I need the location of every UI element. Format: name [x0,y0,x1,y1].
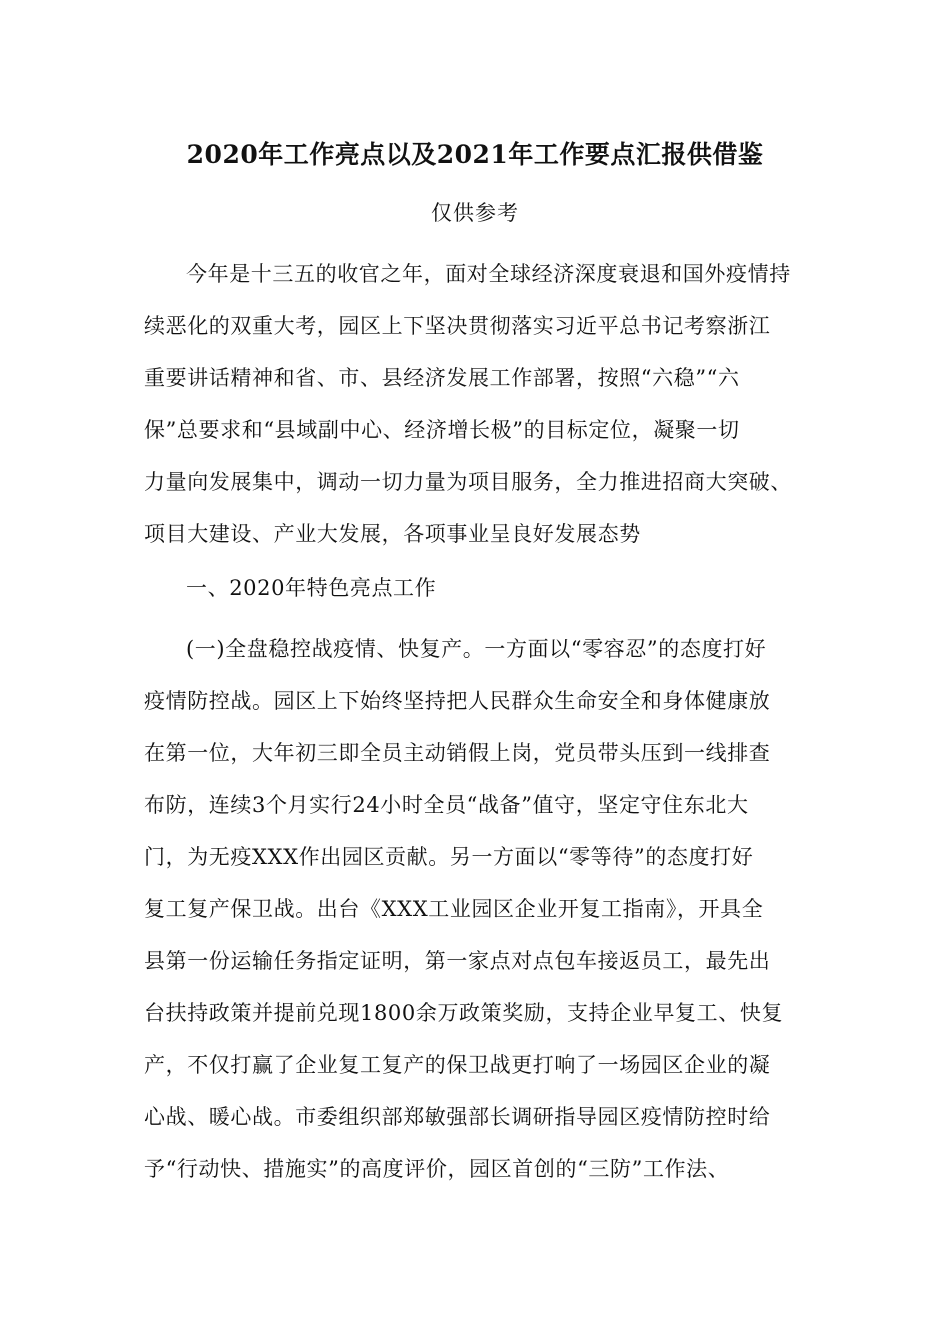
paragraph-line: 予“行动快、措施实”的高度评价，园区首创的“三防”工作法、 [144,1157,730,1181]
paragraph-line: 心战、暖心战。市委组织部郑敏强部长调研指导园区疫情防控时给 [144,1105,771,1129]
paragraph-line: 布防，连续3个月实行24小时全员“战备”值守，坚定守住东北大 [144,793,749,817]
section-heading: 一、2020年特色亮点工作 [186,576,437,600]
paragraph-line: 今年是十三五的收官之年，面对全球经济深度衰退和国外疫情持 [186,262,791,286]
paragraph-line: 保”总要求和“县域副中心、经济增长极”的目标定位，凝聚一切 [144,418,740,442]
paragraph-line: 在第一位，大年初三即全员主动销假上岗，党员带头压到一线排查 [144,741,771,765]
paragraph-line: 力量向发展集中，调动一切力量为项目服务，全力推进招商大突破、 [144,470,792,494]
paragraph-line: 门，为无疫XXX作出园区贡献。另一方面以“零等待”的态度打好 [144,845,754,869]
paragraph-line: 重要讲话精神和省、市、县经济发展工作部署，按照“六稳”“六 [144,366,740,390]
paragraph-line: 产，不仅打赢了企业复工复产的保卫战更打响了一场园区企业的凝 [144,1053,771,1077]
paragraph-line: 县第一份运输任务指定证明，第一家点对点包车接返员工，最先出 [144,949,771,973]
paragraph-line: 复工复产保卫战。出台《XXX工业园区企业开复工指南》，开具全 [144,897,764,921]
paragraph-line: 项目大建设、产业大发展，各项事业呈良好发展态势 [144,522,641,546]
paragraph-line: 续恶化的双重大考，园区上下坚决贯彻落实习近平总书记考察浙江 [144,314,771,338]
paragraph-line: 台扶持政策并提前兑现1800余万政策奖励，支持企业早复工、快复 [144,1001,784,1025]
document-subtitle: 仅供参考 [431,201,519,225]
paragraph-line: (一)全盘稳控战疫情、快复产。一方面以“零容忍”的态度打好 [186,637,767,661]
paragraph-line: 疫情防控战。园区上下始终坚持把人民群众生命安全和身体健康放 [144,689,771,713]
document-title: 2020年工作亮点以及2021年工作要点汇报供借鉴 [186,140,764,169]
